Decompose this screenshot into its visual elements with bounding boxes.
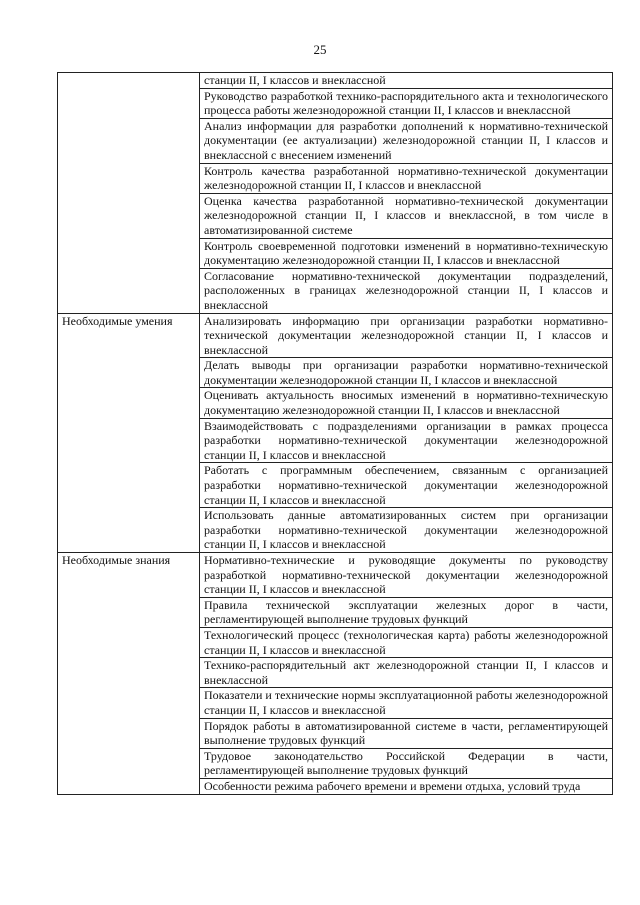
competency-table-body <box>58 73 613 795</box>
requirement-text: Показатели и технические нормы эксплуатационной работы железнодорожной станции II, I классов и внеклассной <box>200 688 613 718</box>
requirement-text: Оценивать актуальность вносимых изменений в нормативно-техническую документацию железнодорожной станции II, I классов и внеклассной <box>200 388 613 418</box>
requirement-text: Технико-распорядительный акт железнодорожной станции II, I классов и внеклассной <box>200 658 613 688</box>
section-label: Необходимые знания <box>58 553 200 795</box>
requirement-text: Трудовое законодательство Российской Федерации в части, регламентирующей выполнение трудовых функций <box>200 748 613 778</box>
section-label: Необходимые умения <box>58 313 200 553</box>
requirement-text: Контроль качества разработанной нормативно-технической документации железнодорожной станции II, I классов и внеклассной <box>200 163 613 193</box>
requirement-text: Оценка качества разработанной нормативно-технической документации железнодорожной станции II, I классов и внеклассной, в том числе в автоматизированной системе <box>200 193 613 238</box>
competency-table <box>57 72 613 795</box>
table-row <box>58 73 613 89</box>
requirement-text: Анализ информации для разработки дополнений к нормативно-технической документации (ее актуализации) железнодорожной станции II, I классов и внеклассной с внесением изменений <box>200 118 613 163</box>
requirement-text: Технологический процесс (технологическая карта) работы железнодорожной станции II, I классов и внеклассной <box>200 627 613 657</box>
requirement-text: Нормативно-технические и руководящие документы по руководству разработкой нормативно-технической документации железнодорожной станции II, I классов и внеклассной <box>200 553 613 598</box>
page-number: 25 <box>313 42 327 57</box>
requirement-text: Контроль своевременной подготовки изменений в нормативно-техническую документацию железнодорожной станции II, I классов и внеклассной <box>200 238 613 268</box>
requirement-text: станции II, I классов и внеклассной <box>200 73 613 89</box>
requirement-text: Взаимодействовать с подразделениями организации в рамках процесса разработки нормативно-технической документации железнодорожной станции II, I классов и внеклассной <box>200 418 613 463</box>
requirement-text: Руководство разработкой технико-распорядительного акта и технологического процесса работы железнодорожной станции II, I классов и внеклассной <box>200 88 613 118</box>
requirement-text: Работать с программным обеспечением, связанным с организацией разработки нормативно-технической документации железнодорожной станции II, I классов и внеклассной <box>200 463 613 508</box>
requirement-text: Делать выводы при организации разработки нормативно-технической документации железнодорожной станции II, I классов и внеклассной <box>200 358 613 388</box>
requirement-text: Анализировать информацию при организации разработки нормативно-технической документации железнодорожной станции II, I классов и внеклассной <box>200 313 613 358</box>
requirement-text: Особенности режима рабочего времени и времени отдыха, условий труда <box>200 778 613 794</box>
table-row <box>58 313 613 358</box>
requirement-text: Правила технической эксплуатации железных дорог в части, регламентирующей выполнение трудовых функций <box>200 597 613 627</box>
table-row <box>58 553 613 598</box>
requirement-text: Использовать данные автоматизированных систем при организации разработки нормативно-технической документации железнодорожной станции II, I классов и внеклассной <box>200 508 613 553</box>
section-label <box>58 73 200 314</box>
requirement-text: Согласование нормативно-технической документации подразделений, расположенных в границах железнодорожной станции II, I классов и внеклассной <box>200 268 613 313</box>
requirement-text: Порядок работы в автоматизированной системе в части, регламентирующей выполнение трудовых функций <box>200 718 613 748</box>
